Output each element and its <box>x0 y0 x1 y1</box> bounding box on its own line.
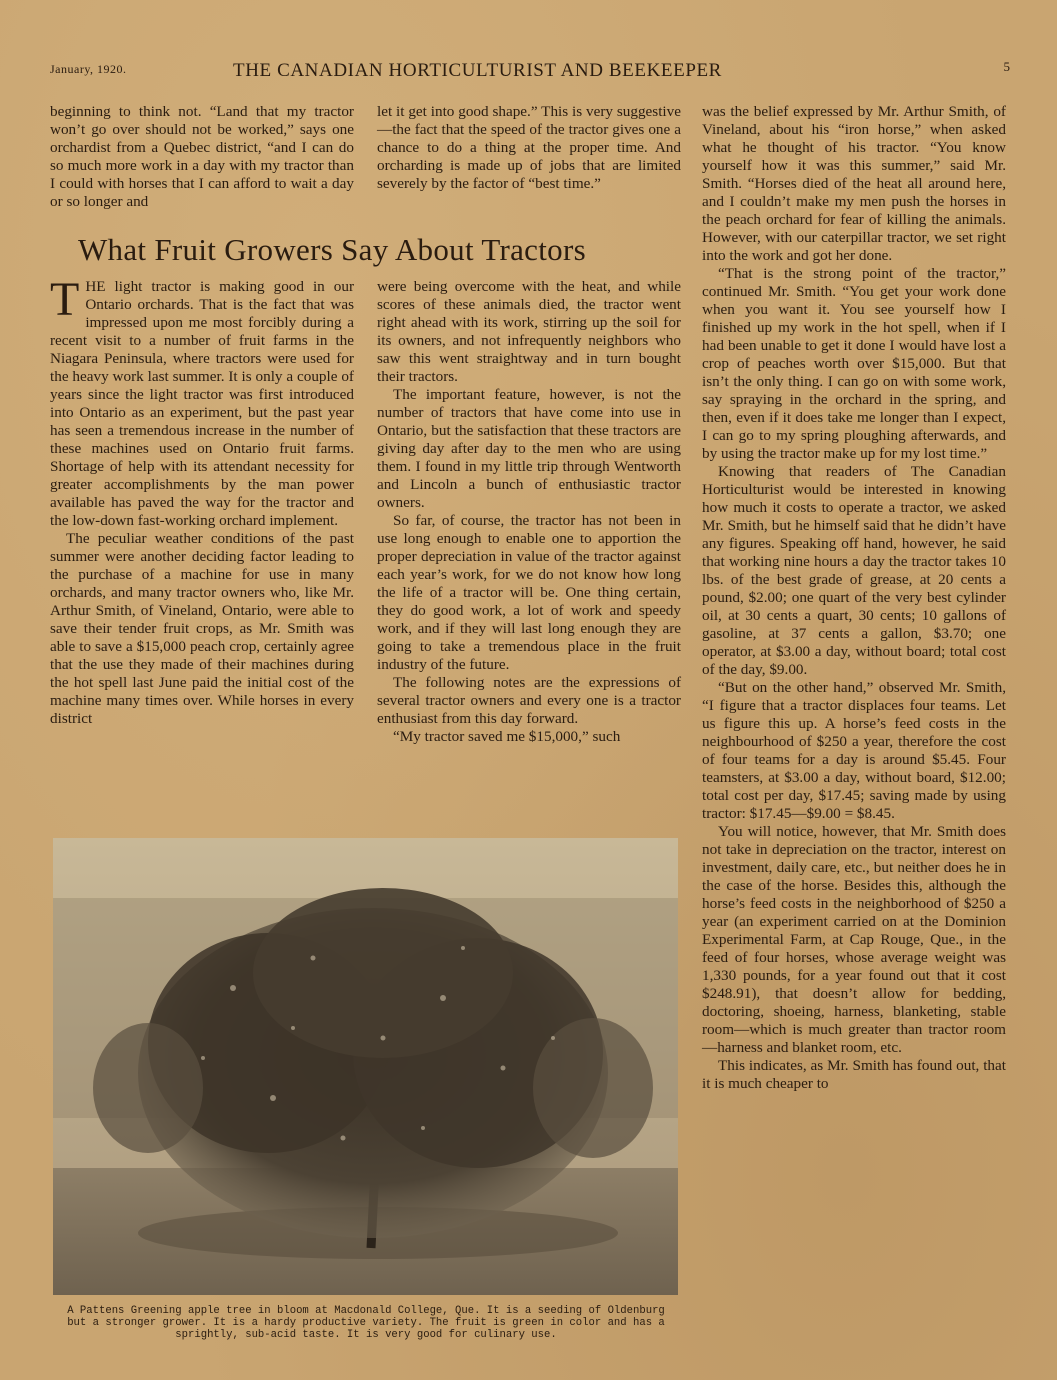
paragraph: You will notice, however, that Mr. Smith does not take in depreciation on the tractor, interest on investment, daily care, etc., but neither does he in the case of the horse. Besides this, although the horse’s feed costs in the neighborhood of $250 a year (an experiment carried on at the Dominion Experimental Farm, at Cap Rouge, Que., in the feed of four horses, whose average weight was 1,330 pounds, for a year found out that it cost $248.91), that doesn’t allow for bedding, doctoring, shoeing, harness, blanketing, stable room—which is much greater than tractor room—harness and blanket room, etc. <box>702 823 1006 1056</box>
paragraph: was the belief expressed by Mr. Arthur Smith, of Vineland, about his “iron horse,” when asked what he thought of his tractor. “You know yourself how it was this summer,” said Mr. Smith. “Horses died of the heat all around here, and I couldn’t make my men push the horses in the peach orchard for fear of killing the animals. However, with our caterpillar tractor, we set right into the work and got her done. <box>702 103 1006 264</box>
paragraph: The important feature, however, is not the number of tractors that have come into use in Ontario, but the satisfaction that these tractors are giving day after day to the men who are using them. I found in my little trip through Wentworth and Lincoln a bunch of enthusiastic tractor owners. <box>377 386 681 511</box>
article-column-3 <box>702 103 1006 1093</box>
paragraph: The peculiar weather conditions of the past summer were another deciding factor leading to the purchase of a machine for use in many orchards, and many tractor owners who, like Mr. Arthur Smith, of Vineland, Ontario, were able to save their tender fruit crops, as Mr. Smith was able to save a $15,000 peach crop, certainly agree that the use they made of their machines during the hot spell last June paid the initial cost of the machine many times over. While horses in every district <box>50 530 354 727</box>
apple-tree-photo <box>53 838 678 1295</box>
article-headline: What Fruit Growers Say About Tractors <box>78 232 586 267</box>
paragraph: let it get into good shape.” This is very suggestive—the fact that the speed of the tractor gives one a chance to do a thing at the proper time. And orcharding is made up of jobs that are limited severely by the factor of “best time.” <box>377 103 681 192</box>
article-column-2 <box>377 278 681 746</box>
page-header <box>50 58 1010 84</box>
continued-text-col1 <box>50 103 354 211</box>
drop-cap: T <box>50 273 80 326</box>
photo-caption: A Pattens Greening apple tree in bloom at Macdonald College, Que. It is a seeding of Oldenburg but a stronger grower. It is a hardy productive variety. The fruit is green in color and has a sprightly, sub-acid taste. It is very good for culinary use. <box>67 1305 665 1341</box>
continued-text-col2 <box>377 103 681 193</box>
paragraph: “But on the other hand,” observed Mr. Smith, “I figure that a tractor displaces four teams. Let us figure this up. A horse’s feed costs in the neighbourhood of $250 a year, therefore the cost of four teams for a day is around $5.45. Four teamsters, at $3.00 a day, without board, $12.00; total cost per day, $17.45; saving made by using tractor: $17.45—$9.00 = $8.45. <box>702 679 1006 822</box>
paragraph: “My tractor saved me $15,000,” such <box>393 728 621 745</box>
paragraph: The following notes are the expressions of several tractor owners and every one is a tractor enthusiast from this day forward. <box>377 674 681 727</box>
tree-illustration <box>53 838 678 1295</box>
lead-paragraph <box>50 273 354 530</box>
magazine-title: THE CANADIAN HORTICULTURIST AND BEEKEEPER <box>233 60 722 81</box>
paragraph: “That is the strong point of the tractor,” continued Mr. Smith. “You get your work done when you want it. You see yourself how I finished up my work in the hot spell, when if I had been unable to get it done I would have lost a crop of peaches worth over $15,000. But that isn’t the only thing. I can go on with some work, say spraying in the orchard in the spring, and then, even if it does take me longer than I expect, I can go to my spring ploughing afterwards, and by using the tractor make up for my lost time.” <box>702 265 1006 462</box>
paragraph-text: HE light tractor is making good in our Ontario orchards. That is the fact that was impressed upon me most forcibly during a recent visit to a number of fruit farms in the Niagara Peninsula, where tractors were used for the heavy work last summer. It is only a couple of years since the light tractor was first introduced into Ontario as an experiment, but the past year has seen a tremendous increase in the number of these machines used on Ontario fruit farms. Shortage of help with its attendant necessity for greater accomplishments by the man power available has paved the way for the tractor and the low-down fast-working orchard implement. <box>50 278 354 529</box>
page-number: 5 <box>1003 59 1010 74</box>
paragraph: Knowing that readers of The Canadian Horticulturist would be interested in knowing how much it costs to operate a tractor, we asked Mr. Smith, but he himself said that he didn’t have any figures. Speaking off hand, however, he said that working nine hours a day the tractor takes 10 lbs. of the best grade of grease, at 20 cents a pound, $2.00; one quart of the very best cylinder oil, at 30 cents a quart, 30 cents; 10 gallons of gasoline, at 37 cents a gallon, $3.70; one operator, at $3.00 a day, without board; total cost of the day, $9.00. <box>702 463 1006 678</box>
paragraph: were being overcome with the heat, and while scores of these animals died, the tractor went right ahead with its work, stirring up the soil for its owners, and not infrequently neighbors who saw this went straightway and in turn bought their tractors. <box>377 278 681 385</box>
paragraph: So far, of course, the tractor has not been in use long enough to enable one to apportion the proper depreciation in value of the tractor against each year’s work, for we do not know how long the life of a tractor will be. One thing certain, they do good work, a lot of work and speedy work, and if they will last long enough they are going to take a tremendous place in the fruit industry of the future. <box>377 512 681 673</box>
paragraph: beginning to think not. “Land that my tractor won’t go over should not be worked,” says one orchardist from a Quebec district, “and I can do so much more work in a day with my tractor than I could with horses that I can afford to wait a day or so longer and <box>50 103 354 210</box>
issue-date: January, 1920. <box>50 62 127 76</box>
paragraph: This indicates, as Mr. Smith has found out, that it is much cheaper to <box>702 1057 1006 1092</box>
article-column-1 <box>50 273 354 728</box>
